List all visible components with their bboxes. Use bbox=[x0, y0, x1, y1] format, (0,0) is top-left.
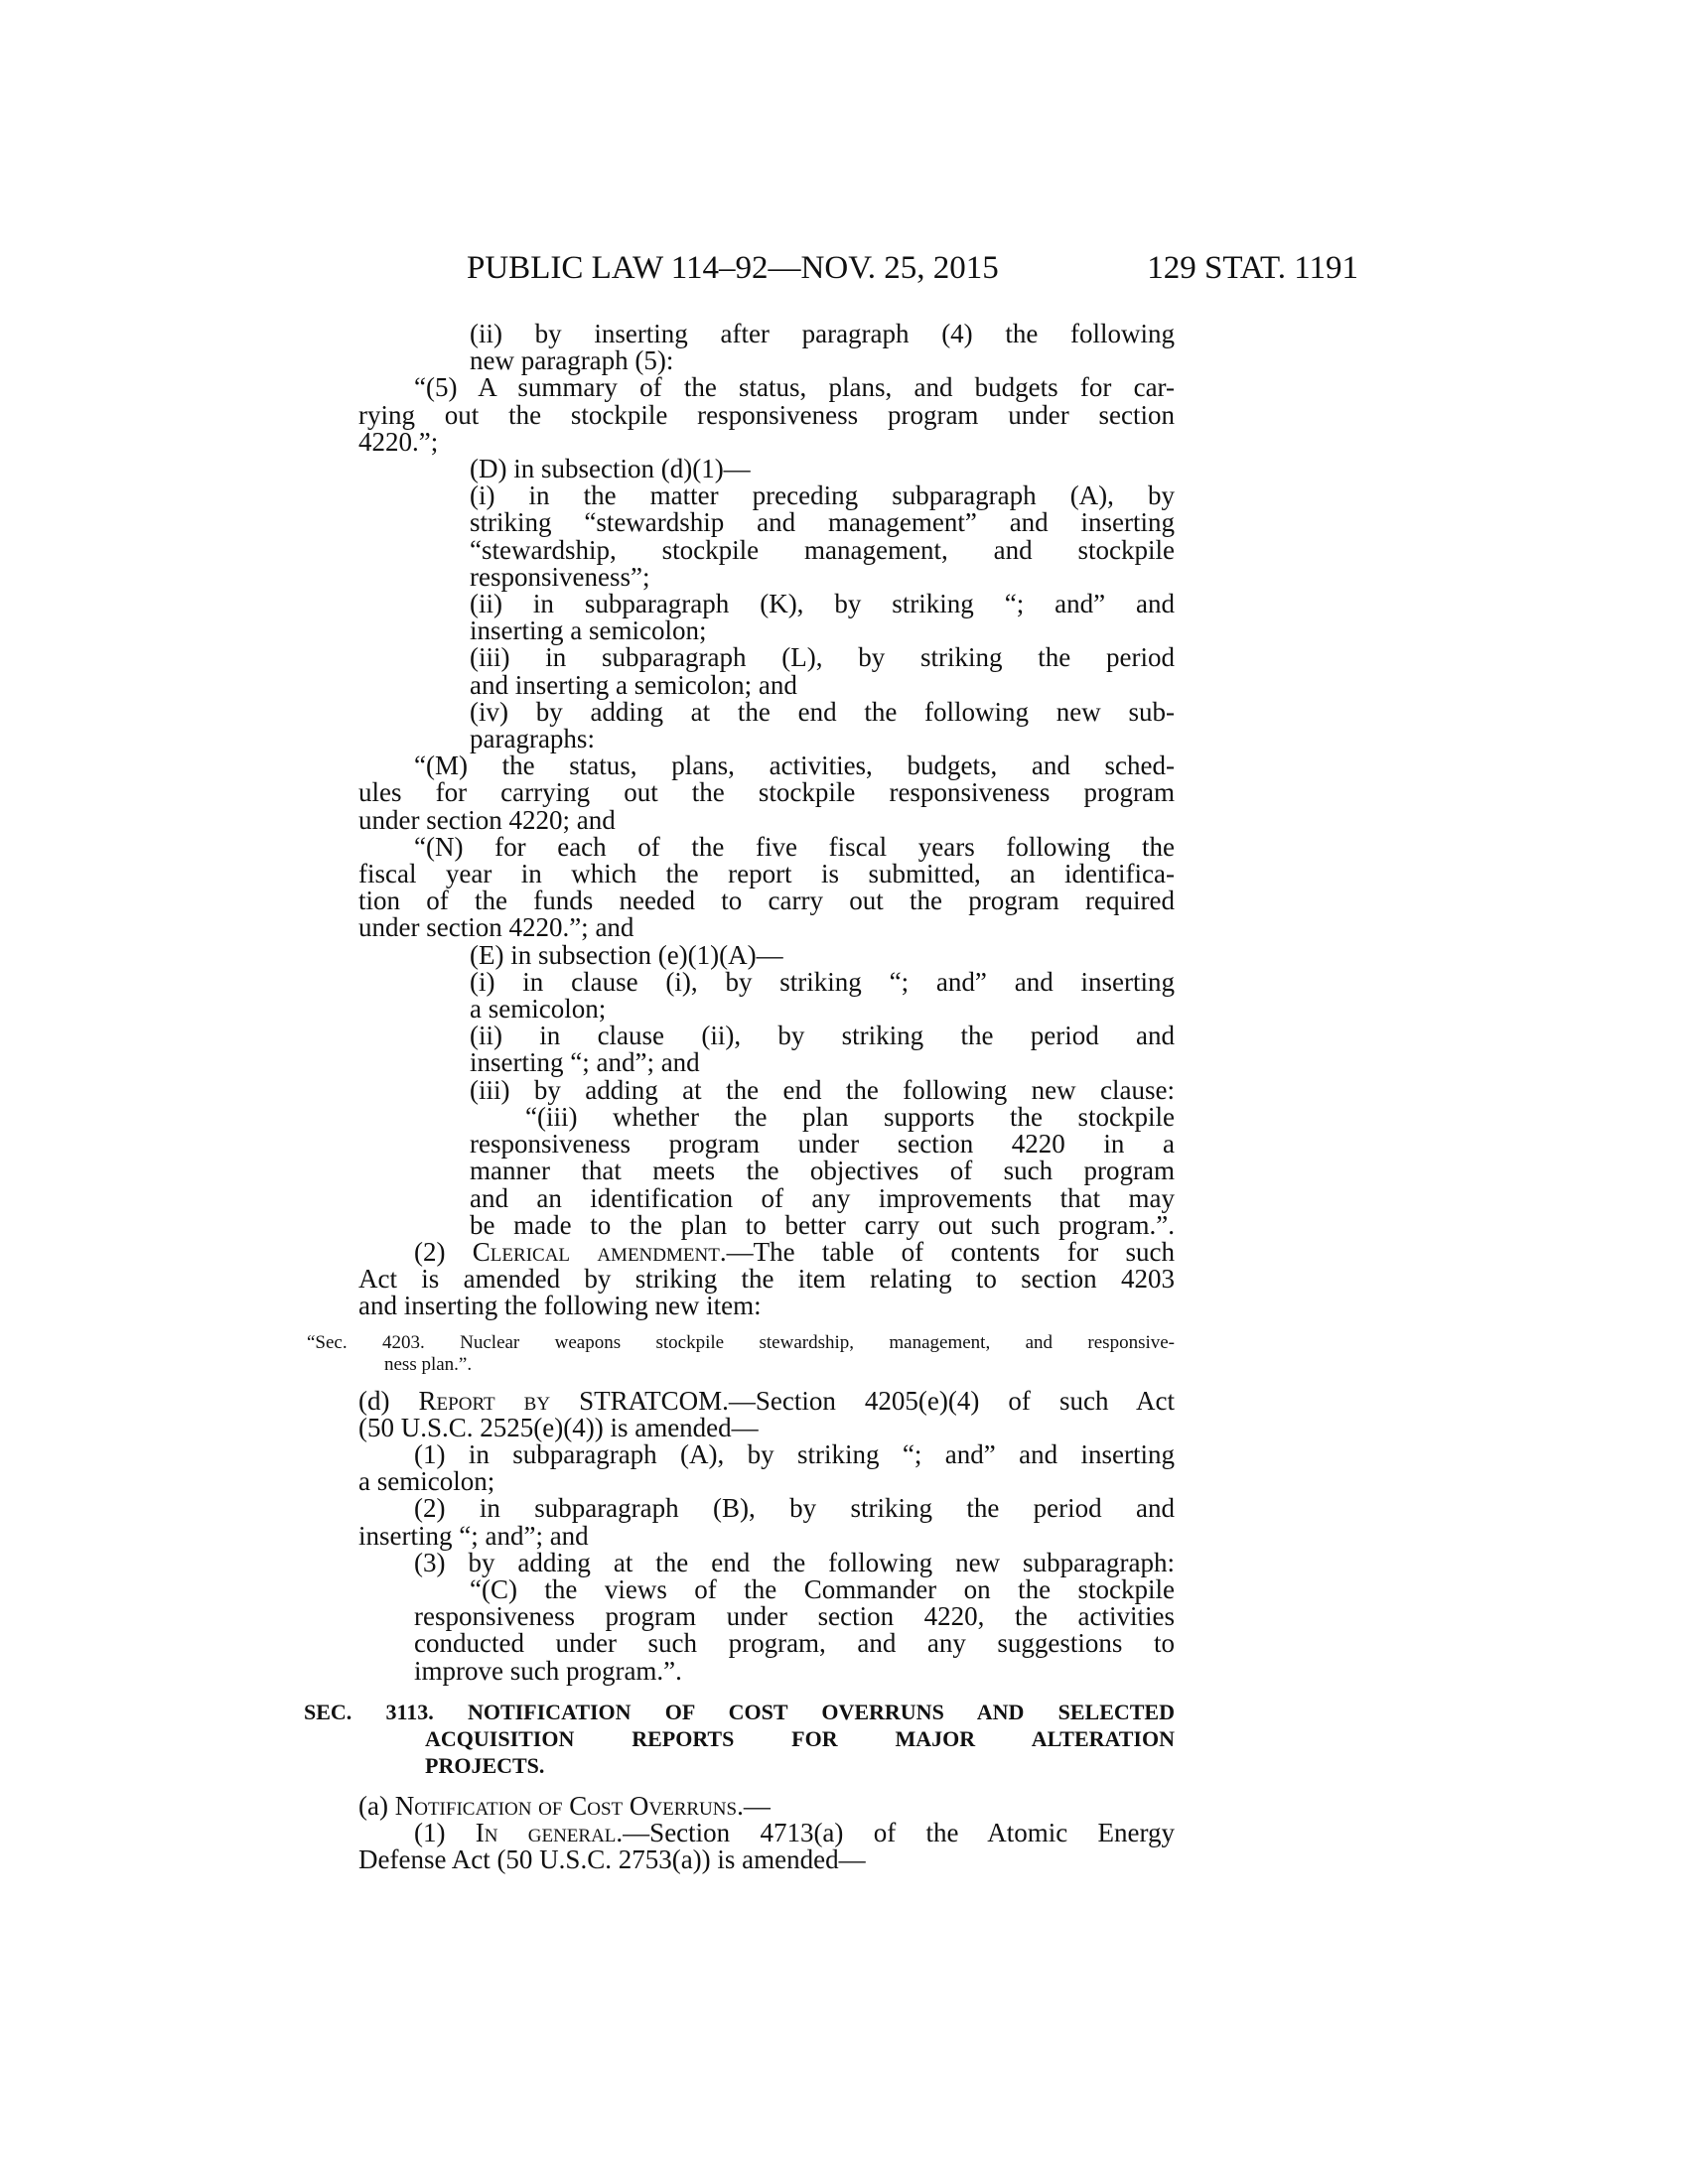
section-heading-line: SEC. 3113. NOTIFICATION OF COST OVERRUNS AND SELECTED bbox=[304, 1699, 1175, 1724]
text-line: (i) in the matter preceding subparagraph (A), by bbox=[470, 480, 1175, 511]
text-line bbox=[358, 1385, 1176, 1416]
text-line: conducted under such program, and any suggestions to bbox=[414, 1628, 1175, 1659]
text-line bbox=[358, 1236, 1176, 1267]
small-caps-heading: Clerical amendment bbox=[472, 1236, 720, 1267]
text-line: responsiveness”; bbox=[470, 561, 650, 592]
text-span: (a) bbox=[358, 1790, 395, 1821]
text-line: be made to the plan to better carry out such program.”. bbox=[470, 1209, 1175, 1240]
text-line: (ii) by inserting after paragraph (4) the following bbox=[470, 319, 1175, 348]
text-line: “(5) A summary of the status, plans, and budgets for car- bbox=[414, 372, 1175, 403]
text-line: “stewardship, stockpile management, and stockpile bbox=[470, 534, 1175, 565]
toc-line: “Sec. 4203. Nuclear weapons stockpile stewardship, management, and responsive- bbox=[307, 1331, 1175, 1353]
text-line: Act is amended by striking the item relating to section 4203 bbox=[358, 1264, 1175, 1295]
text-line: inserting “; and”; and bbox=[470, 1047, 700, 1078]
text-line: (D) in subsection (d)(1)— bbox=[470, 454, 751, 484]
text-line: (iv) by adding at the end the following new sub- bbox=[470, 696, 1175, 727]
section-heading bbox=[304, 1699, 1175, 1779]
text-line: improve such program.”. bbox=[414, 1655, 682, 1686]
text-line: new paragraph (5): bbox=[470, 345, 674, 376]
text-line: (50 U.S.C. 2525(e)(4)) is amended— bbox=[358, 1412, 759, 1442]
text-line: and inserting the following new item: bbox=[358, 1291, 762, 1321]
text-line: manner that meets the objectives of such program bbox=[470, 1156, 1175, 1186]
text-line: ules for carrying out the stockpile responsiveness program bbox=[358, 777, 1175, 808]
text-line: (E) in subsection (e)(1)(A)— bbox=[470, 939, 783, 970]
text-line: a semicolon; bbox=[358, 1466, 495, 1497]
text-line: (ii) in clause (ii), by striking the period and bbox=[470, 1021, 1175, 1051]
text-line: “(C) the views of the Commander on the stockpile bbox=[470, 1573, 1175, 1604]
text-line: and inserting a semicolon; and bbox=[470, 669, 797, 700]
section-heading-line: PROJECTS. bbox=[425, 1752, 545, 1778]
text-span: (1) bbox=[414, 1817, 476, 1847]
text-line: inserting “; and”; and bbox=[358, 1520, 589, 1551]
page-header-stat: 129 STAT. 1191 bbox=[1147, 250, 1358, 286]
text-line: under section 4220; and bbox=[358, 804, 616, 835]
text-line: (iii) by adding at the end the following new clause: bbox=[470, 1074, 1175, 1105]
toc-line: ness plan.”. bbox=[384, 1353, 473, 1375]
text-span: .—Section 4713(a) of the Atomic Energy bbox=[616, 1817, 1175, 1847]
text-line: (3) by adding at the end the following new subparagraph: bbox=[414, 1547, 1175, 1577]
text-line: a semicolon; bbox=[470, 994, 607, 1024]
text-line: “(iii) whether the plan supports the stockpile bbox=[525, 1101, 1175, 1132]
text-span: .— bbox=[737, 1790, 771, 1821]
section-heading-line: ACQUISITION REPORTS FOR MAJOR ALTERATION bbox=[425, 1725, 1175, 1751]
text-line: striking “stewardship and management” and inserting bbox=[470, 507, 1175, 538]
text-line: tion of the funds needed to carry out the program required bbox=[358, 886, 1175, 916]
text-span: .—The table of contents for such bbox=[719, 1236, 1176, 1267]
document-body bbox=[304, 319, 1176, 1875]
text-line: (2) in subparagraph (B), by striking the period and bbox=[414, 1493, 1175, 1524]
text-line: inserting a semicolon; bbox=[470, 615, 707, 646]
page-header-title: PUBLIC LAW 114–92—NOV. 25, 2015 bbox=[467, 250, 999, 286]
text-line: fiscal year in which the report is submitted, an identifica- bbox=[358, 859, 1175, 889]
text-line: paragraphs: bbox=[470, 724, 595, 754]
text-line: rying out the stockpile responsiveness program under section bbox=[358, 399, 1175, 430]
small-caps-heading: Report by bbox=[418, 1385, 551, 1416]
small-caps-heading: In general bbox=[475, 1817, 617, 1847]
text-line: (iii) in subparagraph (L), by striking the period bbox=[470, 642, 1175, 673]
text-line bbox=[358, 1790, 1175, 1821]
text-line: and an identification of any improvements that may bbox=[470, 1182, 1175, 1213]
text-line: 4220.”; bbox=[358, 426, 439, 457]
toc-item bbox=[307, 1332, 1175, 1376]
text-line: (ii) in subparagraph (K), by striking “; and” and bbox=[470, 589, 1175, 619]
text-line: “(N) for each of the five fiscal years following the bbox=[414, 831, 1175, 862]
text-line: responsiveness program under section 4220, the activities bbox=[414, 1601, 1175, 1632]
text-span: (d) bbox=[358, 1385, 419, 1416]
text-span: STRATCOM.—Section 4205(e)(4) of such Act bbox=[550, 1385, 1176, 1416]
text-line: (1) in subparagraph (A), by striking “; and” and inserting bbox=[414, 1438, 1175, 1469]
text-line: (i) in clause (i), by striking “; and” and inserting bbox=[470, 966, 1175, 997]
small-caps-heading: Notification of Cost Overruns bbox=[394, 1790, 738, 1821]
text-line: responsiveness program under section 4220 in a bbox=[470, 1129, 1175, 1160]
text-line: “(M) the status, plans, activities, budgets, and sched- bbox=[414, 751, 1175, 781]
text-span: (2) bbox=[414, 1236, 473, 1267]
text-line: under section 4220.”; and bbox=[358, 912, 634, 943]
text-line bbox=[358, 1817, 1175, 1847]
text-line: Defense Act (50 U.S.C. 2753(a)) is amended— bbox=[358, 1844, 866, 1875]
